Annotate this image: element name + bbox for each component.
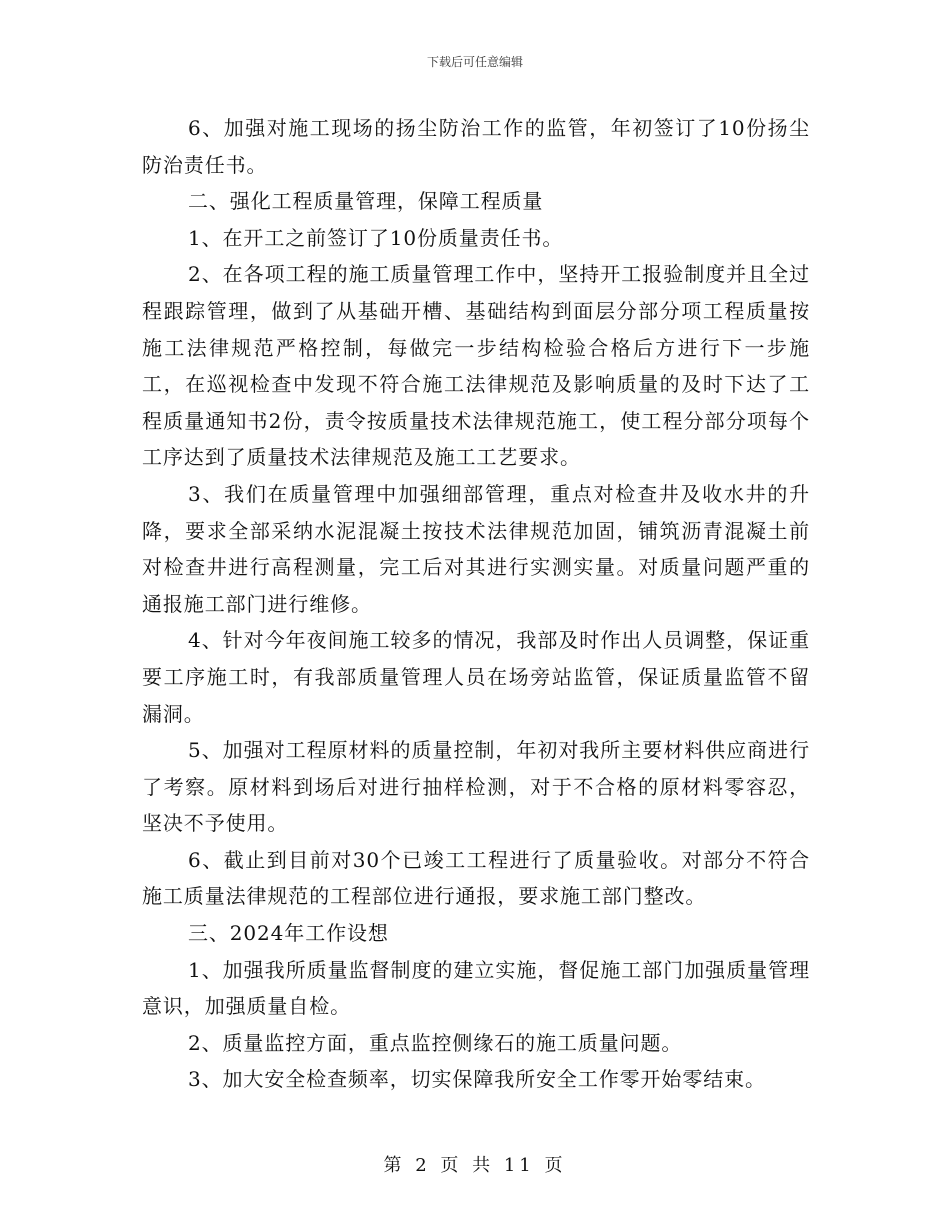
section-heading-quality: 二、强化工程质量管理，保障工程质量 xyxy=(188,189,544,214)
paragraph-plan-3: 3、加大安全检查频率，切实保障我所安全工作零开始零结束。 xyxy=(188,1067,766,1092)
page-footer: 第 2 页 共 11 页 xyxy=(383,1155,567,1176)
paragraph-item-1-responsibility: 1、在开工之前签订了10份质量责任书。 xyxy=(188,225,564,250)
paragraph-item-3-detail-management: 3、我们在质量管理中加强细部管理，重点对检查井及收水井的升降，要求全部采纳水泥混凝土按技术法律规范加固，铺筑沥青混凝土前对检查井进行高程测量，完工后对其进行实测实量。对质量问题严重的通报施工部门进行维修。 xyxy=(142,481,810,616)
section-heading-plan: 三、2024年工作设想 xyxy=(188,921,389,946)
paragraph-item-4-night-construction: 4、针对今年夜间施工较多的情况，我部及时作出人员调整，保证重要工序施工时，有我部质量管理人员在场旁站监管，保证质量监管不留漏洞。 xyxy=(142,628,810,726)
page-header: 下载后可任意编辑 xyxy=(426,55,523,69)
paragraph-item-6-dust: 6、加强对施工现场的扬尘防治工作的监管，年初签订了10份扬尘防治责任书。 xyxy=(142,116,810,177)
document-body xyxy=(142,110,810,1098)
paragraph-item-6-acceptance: 6、截止到目前对30个已竣工工程进行了质量验收。对部分不符合施工质量法律规范的工程部位进行通报，要求施工部门整改。 xyxy=(142,847,810,909)
paragraph-plan-1: 1、加强我所质量监督制度的建立实施，督促施工部门加强质量管理意识，加强质量自检。 xyxy=(142,957,810,1019)
paragraph-item-2-construction-quality: 2、在各项工程的施工质量管理工作中，坚持开工报验制度并且全过程跟踪管理，做到了从基础开槽、基础结构到面层分部分项工程质量按施工法律规范严格控制，每做完一步结构检验合格后方进行下一步施工，在巡视检查中发现不符合施工法律规范及影响质量的及时下达了工程质量通知书2份，责令按质量技术法律规范施工，使工程分部分项每个工序达到了质量技术法律规范及施工工艺要求。 xyxy=(142,262,810,470)
paragraph-plan-2: 2、质量监控方面，重点监控侧缘石的施工质量问题。 xyxy=(188,1030,683,1055)
paragraph-item-5-materials: 5、加强对工程原材料的质量控制，年初对我所主要材料供应商进行了考察。原材料到场后对进行抽样检测，对于不合格的原材料零容忍，坚决不予使用。 xyxy=(142,738,810,836)
